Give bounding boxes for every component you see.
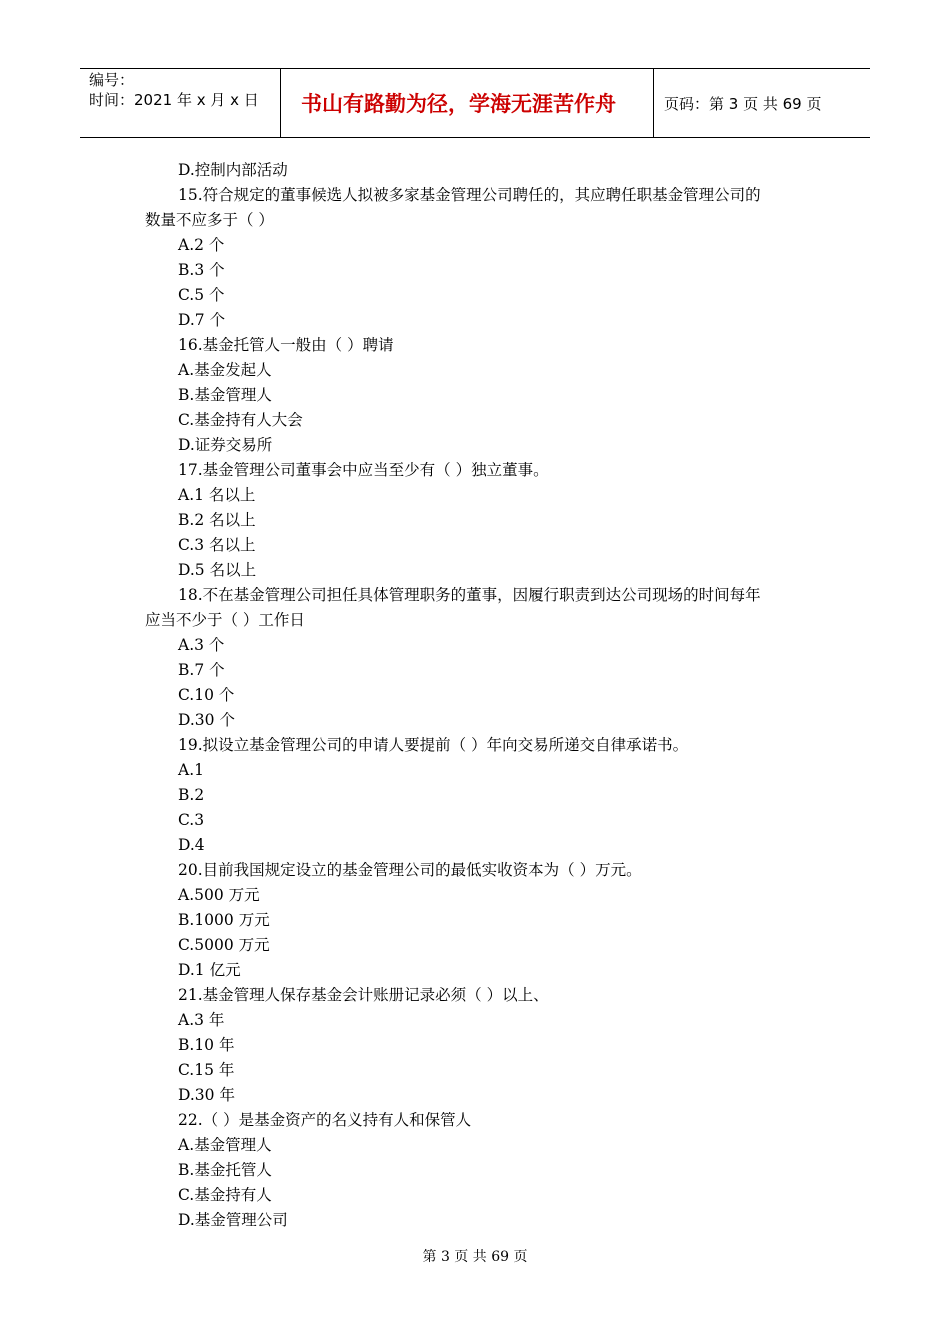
- answer-option: C.5000 万元: [178, 936, 270, 954]
- question-text-continuation: 应当不少于（ ）工作日: [145, 611, 305, 629]
- answer-option: D.4: [178, 836, 205, 854]
- answer-option: D.30 个: [178, 711, 235, 729]
- answer-option: C.15 年: [178, 1061, 235, 1079]
- answer-option: A.基金发起人: [178, 361, 272, 379]
- answer-option: A.500 万元: [178, 886, 260, 904]
- question-text-continuation: 数量不应多于（ ）: [145, 211, 274, 229]
- answer-option: A.1 名以上: [178, 486, 256, 504]
- question-text: 19.拟设立基金管理公司的申请人要提前（ ）年向交易所递交自律承诺书。: [178, 736, 689, 754]
- answer-option: A.1: [178, 761, 204, 779]
- header-motto: 书山有路勤为径，学海无涯苦作舟: [281, 69, 654, 137]
- answer-option: B.10 年: [178, 1036, 235, 1054]
- answer-option: C.基金持有人: [178, 1186, 272, 1204]
- question-list: [145, 158, 815, 1233]
- header-meta: [80, 69, 281, 137]
- answer-option: B.3 个: [178, 261, 225, 279]
- question-text: 17.基金管理公司董事会中应当至少有（ ）独立董事。: [178, 461, 549, 479]
- answer-option: D.基金管理公司: [178, 1211, 288, 1229]
- answer-option: A.基金管理人: [178, 1136, 272, 1154]
- answer-option: B.7 个: [178, 661, 225, 679]
- document-code-label: 编号：: [89, 71, 135, 89]
- answer-option: D.证券交易所: [178, 436, 273, 454]
- answer-option: C.基金持有人大会: [178, 411, 303, 429]
- question-text: 20.目前我国规定设立的基金管理公司的最低实收资本为（ ）万元。: [178, 861, 642, 879]
- answer-option: C.10 个: [178, 686, 235, 704]
- page-header: [80, 68, 870, 138]
- answer-option: D.5 名以上: [178, 561, 257, 579]
- answer-option: C.5 个: [178, 286, 225, 304]
- answer-option: A.3 年: [178, 1011, 225, 1029]
- answer-option: B.1000 万元: [178, 911, 270, 929]
- question-text: 16.基金托管人一般由（ ）聘请: [178, 336, 394, 354]
- answer-option: D.30 年: [178, 1086, 235, 1104]
- answer-option: B.2 名以上: [178, 511, 256, 529]
- answer-option: D.1 亿元: [178, 961, 241, 979]
- header-page-number: 页码：第 3 页 共 69 页: [664, 94, 822, 113]
- answer-option: A.2 个: [178, 236, 225, 254]
- answer-option: B.基金管理人: [178, 386, 272, 404]
- answer-option: C.3: [178, 811, 205, 829]
- answer-option: D.7 个: [178, 311, 226, 329]
- question-text: 15.符合规定的董事候选人拟被多家基金管理公司聘任的，其应聘任职基金管理公司的: [178, 186, 761, 204]
- question-text: 22.（ ）是基金资产的名义持有人和保管人: [178, 1111, 472, 1129]
- answer-option: A.3 个: [178, 636, 225, 654]
- answer-option: B.2: [178, 786, 205, 804]
- question-text: 18.不在基金管理公司担任具体管理职务的董事，因履行职责到达公司现场的时间每年: [178, 586, 761, 604]
- page-footer: 第 3 页 共 69 页: [422, 1249, 528, 1265]
- answer-option: D.控制内部活动: [178, 161, 288, 179]
- answer-option: B.基金托管人: [178, 1161, 272, 1179]
- question-text: 21.基金管理人保存基金会计账册记录必须（ ）以上、: [178, 986, 549, 1004]
- document-date-label: 时间：2021 年 x 月 x 日: [89, 91, 259, 109]
- answer-option: C.3 名以上: [178, 536, 256, 554]
